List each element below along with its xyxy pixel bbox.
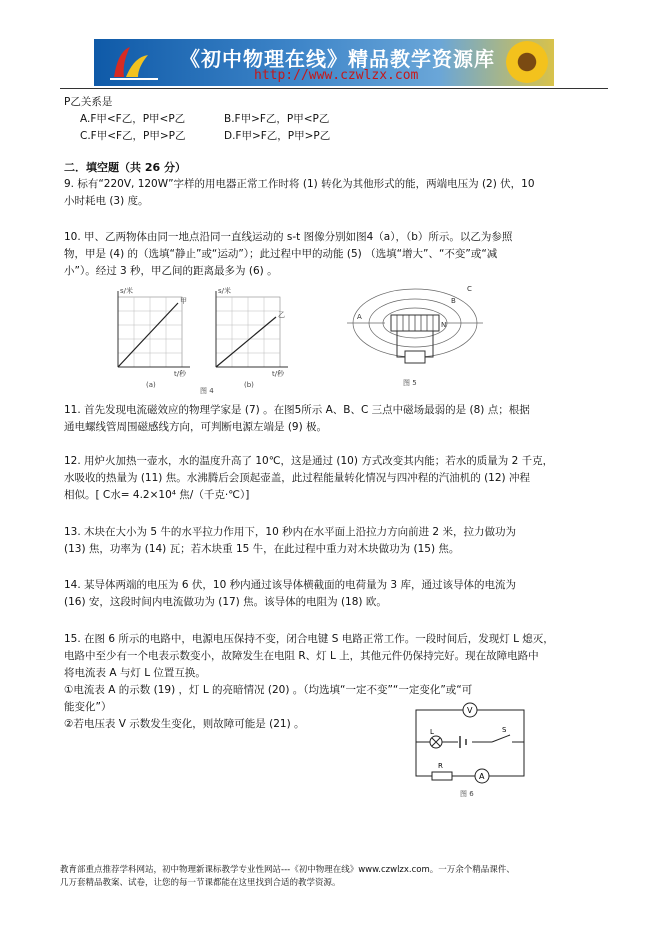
footer <box>60 864 620 890</box>
q15-line2: 电路中至少有一个电表示数变小，故障发生在电阻 R、灯 L 上，其他元件仍保持完好。现在故障电路中 <box>64 650 539 662</box>
fig5-caption: 图 5 <box>403 379 417 387</box>
figure-4b <box>216 286 288 389</box>
q9-line2: 小时耗电 (3) 度。 <box>64 195 149 207</box>
fig6-resistor-label: R <box>438 762 443 770</box>
q8-option-d: D.F甲>F乙，P甲>P乙 <box>224 130 331 142</box>
fig5-point-c: C <box>467 285 472 293</box>
q14-line2: (16) 安，这段时间内电流做功为 (17) 焦。该导体的电阻为 (18) 欧。 <box>64 596 387 608</box>
figure-6 <box>408 700 534 800</box>
q12-line2: 水吸收的热量为 (11) 焦。水沸腾后会顶起壶盖，此过程能量转化情况与四冲程的汽油机的 (12) 冲程 <box>64 472 530 484</box>
q13-line1: 13. 木块在大小为 5 牛的水平拉力作用下，10 秒内在水平面上沿拉力方向前进 2 米，拉力做功为 <box>64 526 516 538</box>
q13-line2: (13) 焦，功率为 (14) 瓦；若木块重 15 牛，在此过程中重力对木块做功为 (15) 焦。 <box>64 543 460 555</box>
q11-line2: 通电螺线管周围磁感线方向，可判断电源左端是 (9) 极。 <box>64 421 328 433</box>
fig4a-line-label: 甲 <box>180 297 187 305</box>
q15-line4: ①电流表 A 的示数 (19) ，灯 L 的亮暗情况 (20) 。（均选填“一定不变”“一定变化”或“可 <box>64 684 473 696</box>
fig4a-xlabel: t/秒 <box>174 370 187 378</box>
q8-option-a: A.F甲<F乙，P甲<P乙 <box>80 113 186 125</box>
q10-line2: 物，甲是 (4) 的（选填“静止”或“运动”）；此过程中甲的动能 (5) （选填“增大”、“不变”或“减 <box>64 248 498 260</box>
fig4a-sub: (a) <box>146 381 156 389</box>
fig5-point-b: B <box>451 297 456 305</box>
q12-line1: 12. 用炉火加热一壶水，水的温度升高了 10℃，这是通过 (10) 方式改变其内能；若水的质量为 2 千克， <box>64 455 554 467</box>
logo-icon <box>108 43 162 83</box>
q9-line1: 9. 标有“220V, 120W”字样的用电器正常工作时将 (1) 转化为其他形式的能，两端电压为 (2) 伏，10 <box>64 178 535 190</box>
q8-option-c: C.F甲<F乙，P甲>P乙 <box>80 130 186 142</box>
q15-line6: ②若电压表 V 示数发生变化，则故障可能是 (21) 。 <box>64 718 305 730</box>
fig4b-sub: (b) <box>244 381 254 389</box>
fig4b-xlabel: t/秒 <box>272 370 285 378</box>
banner-url[interactable]: http://www.czwlzx.com <box>254 68 419 83</box>
fig5-coil-label: N <box>441 321 447 329</box>
header-rule <box>60 88 608 89</box>
q11-line1: 11. 首先发现电流磁效应的物理学家是 (7) 。在图5所示 A、B、C 三点中磁场最弱的是 (8) 点；根据 <box>64 404 530 416</box>
figure-4a <box>118 286 190 389</box>
banner-title: 《初中物理在线》精品教学资源库 <box>180 47 495 71</box>
header-banner <box>94 39 554 86</box>
fig6-ammeter-label: A <box>479 772 485 781</box>
q15-line5: 能变化”） <box>64 701 112 713</box>
q15-line3: 将电流表 A 与灯 L 位置互换。 <box>64 667 206 679</box>
footer-line2: 几万套精品教案、试卷，让您的每一节课都能在这里找到合适的教学资源。 <box>60 878 341 888</box>
q8-lead: P乙关系是 <box>64 96 113 108</box>
footer-line1: 教育部重点推荐学科网站，初中物理新课标教学专业性网站---《初中物理在线》www.czwlzx.com。一万余个精品课件、 <box>60 865 515 875</box>
fig4b-line-label: 乙 <box>278 311 285 319</box>
fig5-point-a: A <box>357 313 362 321</box>
q14-line1: 14. 某导体两端的电压为 6 伏，10 秒内通过该导体横截面的电荷量为 3 库，通过该导体的电流为 <box>64 579 516 591</box>
section-title: 二．填空题（共 26 分） <box>64 161 186 174</box>
fig4-caption: 图 4 <box>200 387 214 395</box>
fig6-switch-label: S <box>502 726 507 734</box>
q10-line1: 10. 甲、乙两物体由同一地点沿同一直线运动的 s-t 图像分别如图4（a），（b）所示。以乙为参照 <box>64 231 513 243</box>
fig4b-ylabel: s/米 <box>218 287 232 295</box>
figure-5 <box>343 283 485 395</box>
fig4a-ylabel: s/米 <box>120 287 134 295</box>
fig6-caption: 图 6 <box>460 790 474 798</box>
q12-line3: 相似。[ C水= 4.2×10⁴ 焦/（千克·℃）] <box>64 489 250 501</box>
fig6-voltmeter-label: V <box>467 706 473 715</box>
fig6-lamp-label: L <box>430 728 434 736</box>
q8-option-b: B.F甲>F乙，P甲<P乙 <box>224 113 330 125</box>
figure-4 <box>104 283 300 395</box>
q15-line1: 15. 在图 6 所示的电路中，电源电压保持不变，闭合电键 S 电路正常工作。一段时间后，发现灯 L 熄灭， <box>64 633 554 645</box>
sunflower-icon <box>506 41 548 83</box>
q10-line3: 小”）。经过 3 秒，甲乙间的距离最多为 (6) 。 <box>64 265 278 277</box>
